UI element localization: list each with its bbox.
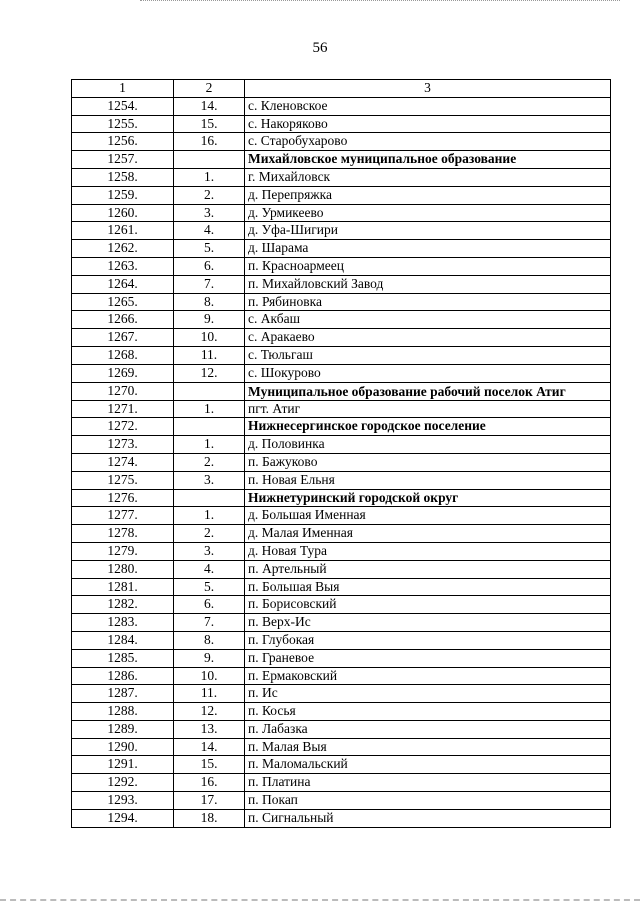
row-id-cell: 1254. [72,97,174,115]
table-row [72,560,611,578]
row-number-cell: 11. [174,346,245,364]
settlement-name-cell: д. Перепряжка [245,186,611,204]
column-header-1: 1 [72,80,174,98]
row-id-cell: 1264. [72,275,174,293]
row-number-cell [174,489,245,507]
row-id-cell: 1287. [72,685,174,703]
row-number-cell: 1. [174,507,245,525]
settlement-name-cell: п. Покап [245,792,611,810]
settlement-name-cell: п. Косья [245,703,611,721]
table-row [72,115,611,133]
table-group-row [72,489,611,507]
row-id-cell: 1267. [72,329,174,347]
settlement-name-cell: п. Артельный [245,560,611,578]
table-row [72,596,611,614]
row-id-cell: 1270. [72,382,174,400]
row-id-cell: 1294. [72,809,174,827]
row-number-cell: 8. [174,631,245,649]
row-number-cell: 2. [174,453,245,471]
settlement-name-cell: с. Шокурово [245,364,611,382]
table-row [72,738,611,756]
row-number-cell: 12. [174,364,245,382]
settlement-name-cell: д. Шарама [245,240,611,258]
settlement-table [71,79,611,828]
table-row [72,471,611,489]
settlement-name-cell: п. Бажуково [245,453,611,471]
row-id-cell: 1260. [72,204,174,222]
settlement-name-cell: д. Малая Именная [245,525,611,543]
row-id-cell: 1277. [72,507,174,525]
row-number-cell: 8. [174,293,245,311]
settlement-name-cell: д. Половинка [245,436,611,454]
row-number-cell [174,418,245,436]
row-number-cell: 11. [174,685,245,703]
row-id-cell: 1259. [72,186,174,204]
row-id-cell: 1290. [72,738,174,756]
row-number-cell: 5. [174,578,245,596]
table-row [72,186,611,204]
page-number: 56 [312,40,328,56]
row-id-cell: 1292. [72,774,174,792]
row-id-cell: 1291. [72,756,174,774]
settlement-name-cell: п. Малая Выя [245,738,611,756]
row-id-cell: 1255. [72,115,174,133]
settlement-name-cell: д. Новая Тура [245,542,611,560]
table-row [72,667,611,685]
row-number-cell: 6. [174,257,245,275]
table-row [72,685,611,703]
row-number-cell: 13. [174,720,245,738]
table-row [72,507,611,525]
table-row [72,400,611,418]
row-number-cell: 9. [174,311,245,329]
row-id-cell: 1261. [72,222,174,240]
table-row [72,346,611,364]
table-row [72,703,611,721]
row-id-cell: 1256. [72,133,174,151]
settlement-name-cell: г. Михайловск [245,168,611,186]
table-row [72,311,611,329]
settlement-name-cell: п. Ермаковский [245,667,611,685]
row-number-cell [174,382,245,400]
row-id-cell: 1273. [72,436,174,454]
row-number-cell: 16. [174,133,245,151]
settlement-name-cell: п. Новая Ельня [245,471,611,489]
settlement-name-cell: д. Уфа-Шигири [245,222,611,240]
row-number-cell: 3. [174,542,245,560]
table-row [72,809,611,827]
row-id-cell: 1289. [72,720,174,738]
table-group-row [72,382,611,400]
settlement-name-cell: п. Верх-Ис [245,614,611,632]
row-number-cell: 16. [174,774,245,792]
row-id-cell: 1266. [72,311,174,329]
table-row [72,240,611,258]
row-number-cell: 4. [174,222,245,240]
row-number-cell: 7. [174,275,245,293]
row-id-cell: 1274. [72,453,174,471]
table-row [72,293,611,311]
row-id-cell: 1276. [72,489,174,507]
row-id-cell: 1262. [72,240,174,258]
table-row [72,614,611,632]
table-row [72,257,611,275]
table-row [72,756,611,774]
table-row [72,542,611,560]
table-row [72,97,611,115]
row-id-cell: 1268. [72,346,174,364]
row-id-cell: 1283. [72,614,174,632]
settlement-name-cell: п. Большая Выя [245,578,611,596]
group-name-cell: Михайловское муниципальное образование [245,151,611,169]
settlement-name-cell: пгт. Атиг [245,400,611,418]
table-row [72,364,611,382]
table-row [72,168,611,186]
table-row [72,631,611,649]
settlement-name-cell: с. Накоряково [245,115,611,133]
table-row [72,792,611,810]
table-group-row [72,151,611,169]
settlement-name-cell: п. Глубокая [245,631,611,649]
row-number-cell: 17. [174,792,245,810]
row-number-cell: 14. [174,738,245,756]
settlement-name-cell: п. Ис [245,685,611,703]
row-number-cell: 7. [174,614,245,632]
settlement-name-cell: п. Платина [245,774,611,792]
row-number-cell: 2. [174,186,245,204]
table-row [72,525,611,543]
row-number-cell: 12. [174,703,245,721]
table-row [72,649,611,667]
table-row [72,275,611,293]
settlement-name-cell: с. Акбаш [245,311,611,329]
settlement-name-cell: п. Борисовский [245,596,611,614]
row-id-cell: 1271. [72,400,174,418]
row-id-cell: 1269. [72,364,174,382]
row-id-cell: 1280. [72,560,174,578]
table-row [72,133,611,151]
settlement-name-cell: п. Граневое [245,649,611,667]
row-number-cell: 5. [174,240,245,258]
row-id-cell: 1272. [72,418,174,436]
row-number-cell: 10. [174,329,245,347]
row-number-cell: 2. [174,525,245,543]
table-header-row [72,80,611,98]
settlement-name-cell: с. Старобухарово [245,133,611,151]
scan-edge-top [140,0,620,2]
settlement-name-cell: д. Урмикеево [245,204,611,222]
table-row [72,578,611,596]
settlement-name-cell: п. Маломальский [245,756,611,774]
row-id-cell: 1275. [72,471,174,489]
table-row [72,329,611,347]
table-row [72,222,611,240]
row-number-cell: 1. [174,168,245,186]
settlement-name-cell: с. Тюльгаш [245,346,611,364]
row-number-cell: 1. [174,400,245,418]
row-id-cell: 1257. [72,151,174,169]
row-number-cell: 4. [174,560,245,578]
row-id-cell: 1258. [72,168,174,186]
row-id-cell: 1281. [72,578,174,596]
row-number-cell: 1. [174,436,245,454]
row-number-cell: 9. [174,649,245,667]
row-id-cell: 1282. [72,596,174,614]
table-row [72,774,611,792]
row-number-cell: 18. [174,809,245,827]
table-row [72,720,611,738]
table-row [72,436,611,454]
row-number-cell: 3. [174,204,245,222]
settlement-name-cell: д. Большая Именная [245,507,611,525]
row-id-cell: 1284. [72,631,174,649]
table-row [72,204,611,222]
row-number-cell: 3. [174,471,245,489]
row-id-cell: 1288. [72,703,174,721]
group-name-cell: Муниципальное образование рабочий поселок Атиг [245,382,611,400]
group-name-cell: Нижнесергинское городское поселение [245,418,611,436]
table-row [72,453,611,471]
row-number-cell [174,151,245,169]
row-number-cell: 15. [174,115,245,133]
row-id-cell: 1263. [72,257,174,275]
row-number-cell: 10. [174,667,245,685]
group-name-cell: Нижнетуринский городской округ [245,489,611,507]
row-id-cell: 1265. [72,293,174,311]
scan-edge-bottom [0,899,640,903]
column-header-3: 3 [245,80,611,98]
settlement-name-cell: п. Рябиновка [245,293,611,311]
row-id-cell: 1286. [72,667,174,685]
settlement-name-cell: с. Кленовское [245,97,611,115]
settlement-name-cell: п. Михайловский Завод [245,275,611,293]
settlement-name-cell: п. Красноармеец [245,257,611,275]
table-group-row [72,418,611,436]
row-number-cell: 14. [174,97,245,115]
row-id-cell: 1278. [72,525,174,543]
row-id-cell: 1285. [72,649,174,667]
settlement-name-cell: п. Сигнальный [245,809,611,827]
row-number-cell: 15. [174,756,245,774]
settlement-name-cell: п. Лабазка [245,720,611,738]
row-id-cell: 1293. [72,792,174,810]
column-header-2: 2 [174,80,245,98]
settlement-name-cell: с. Аракаево [245,329,611,347]
row-id-cell: 1279. [72,542,174,560]
row-number-cell: 6. [174,596,245,614]
